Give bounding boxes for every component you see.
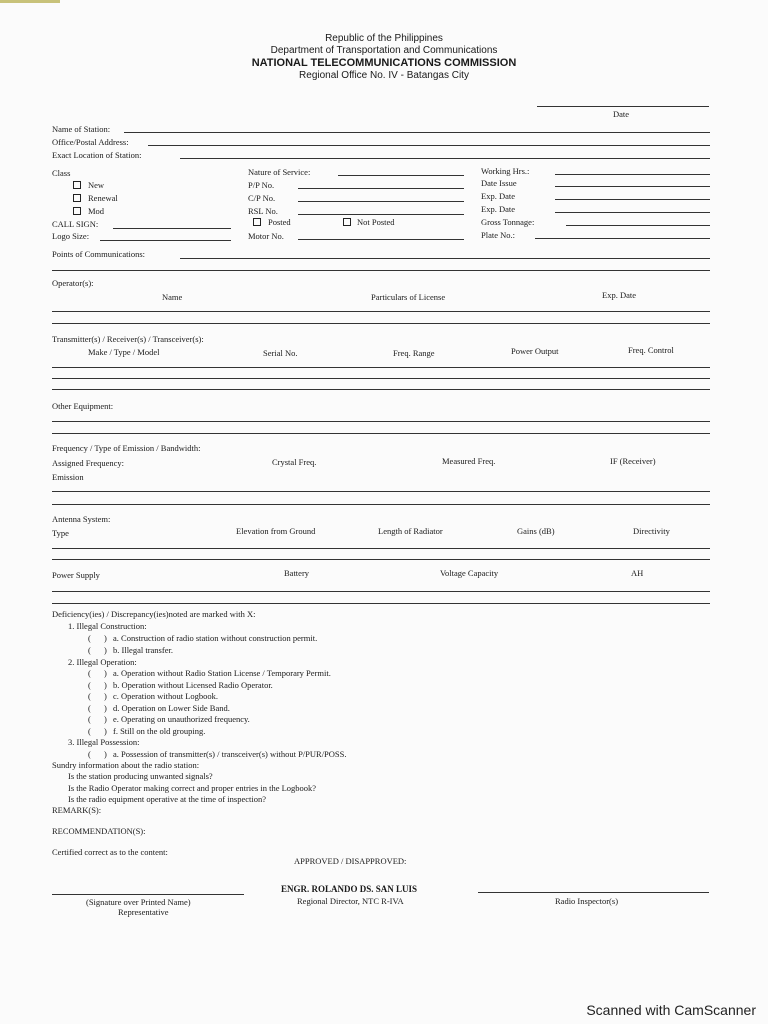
checkmark-open-paren[interactable]: ( (88, 749, 91, 759)
frequency-row-line[interactable] (52, 491, 710, 492)
illegal-operation-heading: 2. Illegal Operation: (68, 657, 137, 667)
approved-disapproved-label: APPROVED / DISAPPROVED: (294, 856, 407, 866)
camscanner-watermark: Scanned with CamScanner (586, 1002, 756, 1018)
deficiency-item-3a: a. Possession of transmitter(s) / transceiver(s) without P/PUR/POSS. (113, 749, 347, 759)
posted-label: Posted (268, 217, 291, 227)
deficiency-item-2f: f. Still on the old grouping. (113, 726, 206, 736)
header-regional-office: Regional Office No. IV - Batangas City (299, 70, 469, 81)
class-new-label: New (88, 180, 105, 190)
director-title: Regional Director, NTC R-IVA (297, 896, 404, 906)
header-republic: Republic of the Philippines (325, 33, 443, 44)
not-posted-checkbox[interactable] (343, 218, 351, 226)
exp-date-label-2: Exp. Date (481, 204, 515, 214)
battery-header: Battery (284, 568, 310, 578)
header-department: Department of Transportation and Communications (270, 45, 498, 56)
representative-caption: Representative (118, 907, 169, 917)
deficiency-title: Deficiency(ies) / Discrepancy(ies)noted are marked with X: (52, 609, 256, 619)
sundry-title: Sundry information about the radio station: (52, 760, 200, 770)
nature-of-service-label: Nature of Service: (248, 167, 311, 177)
assigned-frequency-label: Assigned Frequency: (52, 458, 125, 468)
checkmark-open-paren[interactable]: ( (88, 645, 91, 655)
station-address-label: Office/Postal Address: (52, 137, 129, 147)
remarks-label: REMARK(S): (52, 805, 102, 815)
station-name-field[interactable] (124, 132, 710, 133)
other-equipment-label: Other Equipment: (52, 401, 114, 411)
representative-signature-caption: (Signature over Printed Name) (86, 897, 191, 907)
deficiency-item-1b: b. Illegal transfer. (113, 645, 173, 655)
cp-no-field[interactable] (298, 201, 464, 202)
antenna-row-line[interactable] (52, 548, 710, 549)
class-renewal-label: Renewal (88, 193, 118, 203)
operators-label: Operator(s): (52, 278, 94, 288)
pp-no-label: P/P No. (248, 180, 275, 190)
deficiency-item-1a: a. Construction of radio station without construction permit. (113, 633, 318, 643)
transmitters-serial-header: Serial No. (263, 348, 298, 358)
director-name: ENGR. ROLANDO DS. SAN LUIS (281, 884, 418, 894)
illegal-construction-heading: 1. Illegal Construction: (68, 621, 147, 631)
recommendation-label: RECOMMENDATION(S): (52, 826, 146, 836)
gross-tonnage-field[interactable] (566, 225, 710, 226)
motor-no-label: Motor No. (248, 231, 284, 241)
points-of-communications-label: Points of Communications: (52, 249, 146, 259)
power-supply-row-line[interactable] (52, 603, 710, 604)
operator-row-line[interactable] (52, 323, 710, 324)
gross-tonnage-label: Gross Tonnage: (481, 217, 535, 227)
call-sign-label: CALL SIGN: (52, 219, 99, 229)
class-mod-checkbox[interactable] (73, 207, 81, 215)
exp-date-label-1: Exp. Date (481, 191, 515, 201)
station-location-field[interactable] (180, 158, 710, 159)
other-equipment-line[interactable] (52, 433, 710, 434)
certified-label: Certified correct as to the content: (52, 847, 168, 857)
logo-size-label: Logo Size: (52, 231, 90, 241)
working-hrs-label: Working Hrs.: (481, 166, 530, 176)
checkmark-open-paren[interactable]: ( (88, 726, 91, 736)
radio-inspector-signature-line[interactable] (478, 892, 709, 893)
checkmark-open-paren[interactable]: ( (88, 714, 91, 724)
class-new-checkbox[interactable] (73, 181, 81, 189)
other-equipment-line[interactable] (52, 421, 710, 422)
antenna-row-line[interactable] (52, 559, 710, 560)
deficiency-item-2c: c. Operation without Logbook. (113, 691, 219, 701)
header-commission: NATIONAL TELECOMMUNICATIONS COMMISSION (251, 57, 517, 69)
ah-header: AH (631, 568, 644, 578)
cp-no-label: C/P No. (248, 193, 276, 203)
checkmark-close-paren[interactable]: ) (104, 749, 107, 759)
motor-no-field[interactable] (298, 239, 464, 240)
transmitters-label: Transmitter(s) / Receiver(s) / Transceiver(s): (52, 334, 204, 344)
station-location-label: Exact Location of Station: (52, 150, 142, 160)
call-sign-field[interactable] (113, 228, 231, 229)
checkmark-close-paren[interactable]: ) (104, 691, 107, 701)
checkmark-close-paren[interactable]: ) (104, 680, 107, 690)
station-address-field[interactable] (148, 145, 710, 146)
checkmark-open-paren[interactable]: ( (88, 691, 91, 701)
radio-inspector-caption: Radio Inspector(s) (555, 896, 619, 906)
antenna-directivity-header: Directivity (633, 526, 670, 536)
frequency-label: Frequency / Type of Emission / Bandwidth: (52, 443, 201, 453)
plate-no-field[interactable] (535, 238, 710, 239)
rsl-no-label: RSL No. (248, 206, 278, 216)
date-line[interactable] (537, 106, 709, 107)
not-posted-label: Not Posted (357, 217, 395, 227)
exp-date-field-1[interactable] (555, 199, 710, 200)
checkmark-close-paren[interactable]: ) (104, 714, 107, 724)
deficiency-item-2b: b. Operation without Licensed Radio Operator. (113, 680, 273, 690)
checkmark-open-paren[interactable]: ( (88, 680, 91, 690)
checkmark-close-paren[interactable]: ) (104, 726, 107, 736)
checkmark-close-paren[interactable]: ) (104, 668, 107, 678)
date-issue-field[interactable] (555, 186, 710, 187)
class-renewal-checkbox[interactable] (73, 194, 81, 202)
plate-no-label: Plate No.: (481, 230, 515, 240)
antenna-length-header: Length of Radiator (378, 526, 443, 536)
power-supply-row-line[interactable] (52, 591, 710, 592)
voltage-capacity-header: Voltage Capacity (440, 568, 499, 578)
checkmark-close-paren[interactable]: ) (104, 703, 107, 713)
transmitters-make-header: Make / Type / Model (88, 347, 160, 357)
antenna-gains-header: Gains (dB) (517, 526, 555, 536)
class-label: Class (52, 168, 71, 178)
crystal-freq-header: Crystal Freq. (272, 457, 317, 467)
representative-signature-line[interactable] (52, 894, 244, 895)
exp-date-field-2[interactable] (555, 212, 710, 213)
power-supply-label: Power Supply (52, 570, 100, 580)
sundry-question-2: Is the Radio Operator making correct and proper entries in the Logbook? (68, 783, 317, 793)
antenna-elevation-header: Elevation from Ground (236, 526, 316, 536)
logo-size-field[interactable] (100, 240, 231, 241)
transmitters-power-header: Power Output (511, 346, 559, 356)
measured-freq-header: Measured Freq. (442, 456, 496, 466)
operator-row-line[interactable] (52, 311, 710, 312)
transmitter-row-line[interactable] (52, 378, 710, 379)
if-receiver-header: IF (Receiver) (610, 456, 656, 466)
sundry-question-1: Is the station producing unwanted signals? (68, 771, 213, 781)
transmitter-row-line[interactable] (52, 389, 710, 390)
rsl-no-field[interactable] (298, 214, 464, 215)
deficiency-item-2a: a. Operation without Radio Station License / Temporary Permit. (113, 668, 331, 678)
antenna-type-header: Type (52, 528, 69, 538)
operators-name-header: Name (162, 292, 183, 302)
operators-particulars-header: Particulars of License (371, 292, 446, 302)
station-name-label: Name of Station: (52, 124, 111, 134)
transmitters-freq-range-header: Freq. Range (393, 348, 435, 358)
class-mod-label: Mod (88, 206, 105, 216)
pp-no-field[interactable] (298, 188, 464, 189)
checkmark-close-paren[interactable]: ) (104, 633, 107, 643)
scan-edge-mark (0, 0, 60, 3)
transmitter-row-line[interactable] (52, 367, 710, 368)
operators-exp-header: Exp. Date (602, 290, 636, 300)
antenna-system-label: Antenna System: (52, 514, 111, 524)
nature-of-service-field[interactable] (338, 175, 464, 176)
section-divider (52, 270, 710, 271)
illegal-possession-heading: 3. Illegal Possession: (68, 737, 140, 747)
checkmark-open-paren[interactable]: ( (88, 668, 91, 678)
deficiency-item-2d: d. Operation on Lower Side Band. (113, 703, 230, 713)
points-of-communications-field[interactable] (180, 258, 710, 259)
emission-label: Emission (52, 472, 84, 482)
frequency-row-line[interactable] (52, 504, 710, 505)
checkmark-open-paren[interactable]: ( (88, 633, 91, 643)
posted-checkbox[interactable] (253, 218, 261, 226)
checkmark-open-paren[interactable]: ( (88, 703, 91, 713)
deficiency-item-2e: e. Operating on unauthorized frequency. (113, 714, 250, 724)
sundry-question-3: Is the radio equipment operative at the time of inspection? (68, 794, 267, 804)
date-issue-label: Date Issue (481, 178, 517, 188)
working-hrs-field[interactable] (555, 174, 710, 175)
date-label: Date (613, 109, 630, 119)
transmitters-freq-control-header: Freq. Control (628, 345, 674, 355)
checkmark-close-paren[interactable]: ) (104, 645, 107, 655)
